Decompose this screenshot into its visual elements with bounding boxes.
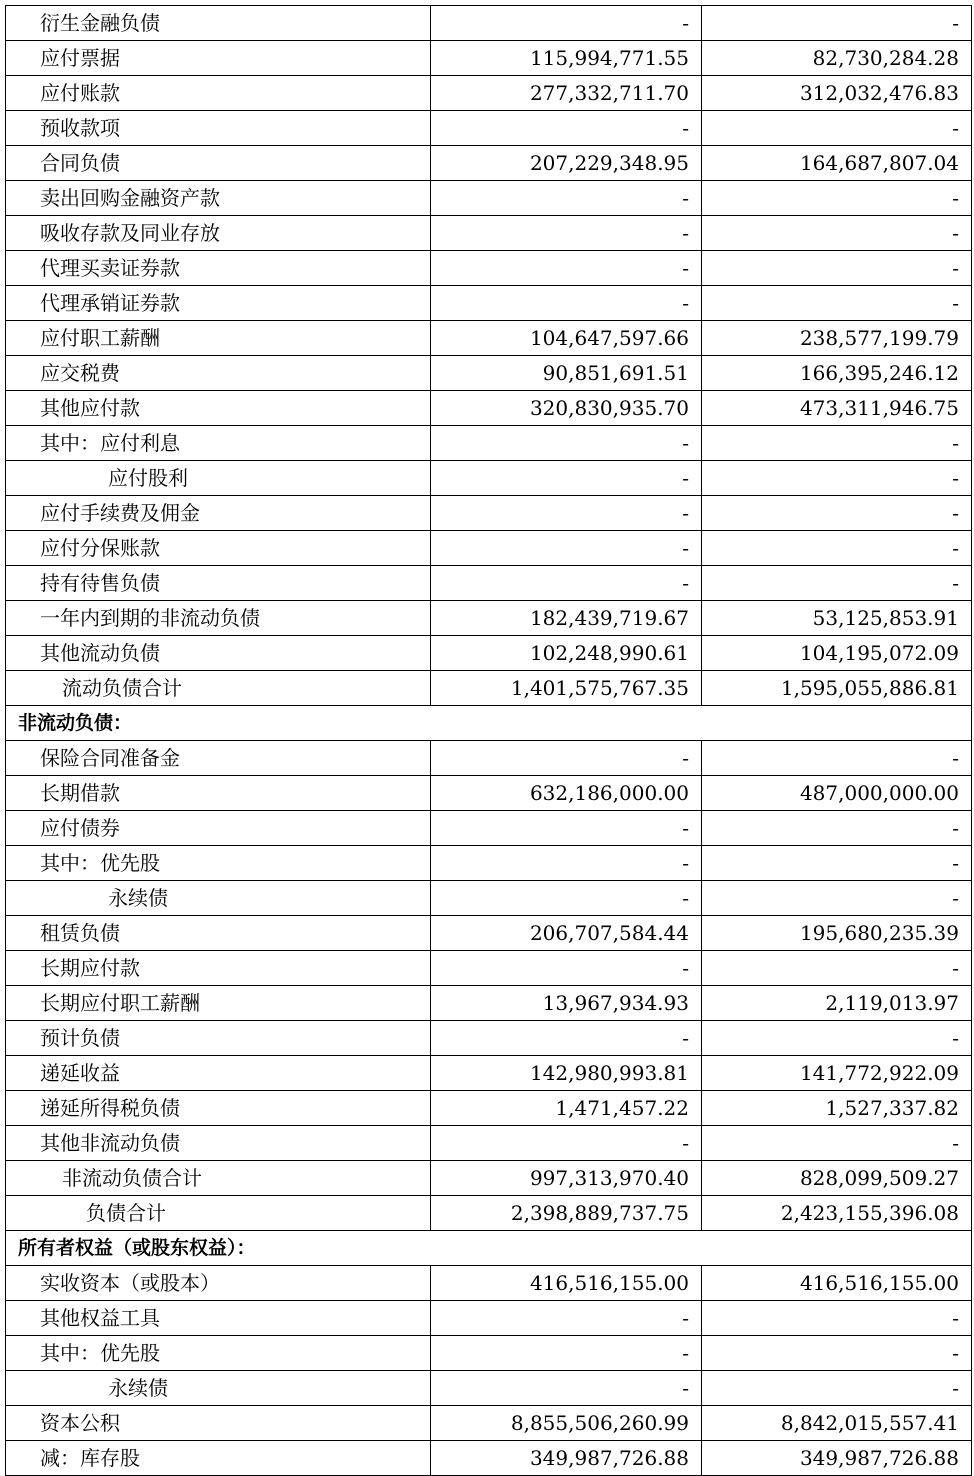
section-header-row (6, 1231, 972, 1266)
prior-period-value: - (702, 1021, 972, 1055)
table-row (6, 6, 972, 41)
prior-period-value: 238,577,199.79 (702, 321, 972, 355)
current-period-value: - (431, 566, 702, 600)
row-label: 应交税费 (6, 356, 431, 390)
section-header-row (6, 706, 972, 741)
table-row (6, 1161, 972, 1196)
table-row (6, 636, 972, 671)
row-label: 卖出回购金融资产款 (6, 181, 431, 215)
table-row (6, 146, 972, 181)
row-label: 应付手续费及佣金 (6, 496, 431, 530)
balance-sheet-table (5, 5, 972, 1476)
row-label: 应付债券 (6, 811, 431, 845)
row-label: 其他流动负债 (6, 636, 431, 670)
row-label: 其他非流动负债 (6, 1126, 431, 1160)
prior-period-value: - (702, 1126, 972, 1160)
table-row (6, 1301, 972, 1336)
row-label: 预收款项 (6, 111, 431, 145)
table-row (6, 426, 972, 461)
table-row (6, 111, 972, 146)
table-row (6, 671, 972, 706)
row-label: 合同负债 (6, 146, 431, 180)
table-row (6, 1266, 972, 1301)
table-row (6, 76, 972, 111)
table-row (6, 41, 972, 76)
prior-period-value: 82,730,284.28 (702, 41, 972, 75)
current-period-value: 349,987,726.88 (431, 1441, 702, 1475)
prior-period-value: - (702, 951, 972, 985)
prior-period-value: 312,032,476.83 (702, 76, 972, 110)
current-period-value: - (431, 741, 702, 775)
table-row (6, 1056, 972, 1091)
table-row (6, 1336, 972, 1371)
prior-period-value: - (702, 811, 972, 845)
current-period-value: - (431, 1336, 702, 1370)
current-period-value: 182,439,719.67 (431, 601, 702, 635)
current-period-value: 997,313,970.40 (431, 1161, 702, 1195)
prior-period-value: - (702, 6, 972, 40)
row-label: 永续债 (6, 881, 431, 915)
table-row (6, 496, 972, 531)
row-label: 长期应付职工薪酬 (6, 986, 431, 1020)
row-label: 其他应付款 (6, 391, 431, 425)
row-label: 递延所得税负债 (6, 1091, 431, 1125)
prior-period-value: - (702, 1371, 972, 1405)
current-period-value: - (431, 1301, 702, 1335)
current-period-value: 1,401,575,767.35 (431, 671, 702, 705)
row-label: 持有待售负债 (6, 566, 431, 600)
row-label: 应付票据 (6, 41, 431, 75)
current-period-value: 1,471,457.22 (431, 1091, 702, 1125)
prior-period-value: - (702, 251, 972, 285)
prior-period-value: - (702, 461, 972, 495)
current-period-value: 13,967,934.93 (431, 986, 702, 1020)
row-label: 资本公积 (6, 1406, 431, 1440)
current-period-value: - (431, 846, 702, 880)
current-period-value: 2,398,889,737.75 (431, 1196, 702, 1230)
current-period-value: - (431, 1126, 702, 1160)
table-row (6, 1126, 972, 1161)
table-row (6, 1091, 972, 1126)
row-label: 其中：优先股 (6, 1336, 431, 1370)
table-row (6, 741, 972, 776)
prior-period-value: 1,595,055,886.81 (702, 671, 972, 705)
row-label: 流动负债合计 (6, 671, 431, 705)
prior-period-value: 8,842,015,557.41 (702, 1406, 972, 1440)
row-label: 保险合同准备金 (6, 741, 431, 775)
table-row (6, 566, 972, 601)
current-period-value: 320,830,935.70 (431, 391, 702, 425)
prior-period-value: - (702, 566, 972, 600)
row-label: 应付职工薪酬 (6, 321, 431, 355)
current-period-value: 142,980,993.81 (431, 1056, 702, 1090)
row-label: 代理承销证券款 (6, 286, 431, 320)
prior-period-value: - (702, 1301, 972, 1335)
prior-period-value: 473,311,946.75 (702, 391, 972, 425)
prior-period-value: 104,195,072.09 (702, 636, 972, 670)
current-period-value: - (431, 216, 702, 250)
prior-period-value: 349,987,726.88 (702, 1441, 972, 1475)
table-row (6, 321, 972, 356)
prior-period-value: - (702, 216, 972, 250)
current-period-value: - (431, 1021, 702, 1055)
current-period-value: - (431, 461, 702, 495)
prior-period-value: 164,687,807.04 (702, 146, 972, 180)
prior-period-value: 2,423,155,396.08 (702, 1196, 972, 1230)
row-label: 一年内到期的非流动负债 (6, 601, 431, 635)
table-row (6, 601, 972, 636)
table-row (6, 951, 972, 986)
current-period-value: 632,186,000.00 (431, 776, 702, 810)
prior-period-value: 1,527,337.82 (702, 1091, 972, 1125)
prior-period-value: - (702, 1336, 972, 1370)
table-row (6, 1196, 972, 1231)
row-label: 其中：优先股 (6, 846, 431, 880)
current-period-value: - (431, 181, 702, 215)
table-row (6, 881, 972, 916)
table-row (6, 391, 972, 426)
prior-period-value: 195,680,235.39 (702, 916, 972, 950)
prior-period-value: 141,772,922.09 (702, 1056, 972, 1090)
current-period-value: 416,516,155.00 (431, 1266, 702, 1300)
prior-period-value: 828,099,509.27 (702, 1161, 972, 1195)
row-label: 递延收益 (6, 1056, 431, 1090)
row-label: 应付账款 (6, 76, 431, 110)
section-title: 非流动负债： (6, 706, 972, 740)
current-period-value: - (431, 286, 702, 320)
table-row (6, 1441, 972, 1476)
table-row (6, 286, 972, 321)
current-period-value: - (431, 251, 702, 285)
prior-period-value: 487,000,000.00 (702, 776, 972, 810)
row-label: 代理买卖证券款 (6, 251, 431, 285)
prior-period-value: - (702, 426, 972, 460)
prior-period-value: - (702, 111, 972, 145)
current-period-value: 277,332,711.70 (431, 76, 702, 110)
current-period-value: 206,707,584.44 (431, 916, 702, 950)
table-row (6, 846, 972, 881)
row-label: 吸收存款及同业存放 (6, 216, 431, 250)
table-row (6, 251, 972, 286)
row-label: 应付股利 (6, 461, 431, 495)
prior-period-value: - (702, 531, 972, 565)
row-label: 衍生金融负债 (6, 6, 431, 40)
prior-period-value: - (702, 846, 972, 880)
current-period-value: - (431, 111, 702, 145)
row-label: 租赁负债 (6, 916, 431, 950)
row-label: 长期借款 (6, 776, 431, 810)
prior-period-value: - (702, 286, 972, 320)
current-period-value: 104,647,597.66 (431, 321, 702, 355)
table-row (6, 181, 972, 216)
table-row (6, 461, 972, 496)
row-label: 非流动负债合计 (6, 1161, 431, 1195)
current-period-value: - (431, 951, 702, 985)
prior-period-value: - (702, 881, 972, 915)
table-row (6, 776, 972, 811)
current-period-value: 115,994,771.55 (431, 41, 702, 75)
current-period-value: 8,855,506,260.99 (431, 1406, 702, 1440)
table-row (6, 356, 972, 391)
current-period-value: - (431, 881, 702, 915)
table-row (6, 986, 972, 1021)
current-period-value: - (431, 426, 702, 460)
table-row (6, 531, 972, 566)
row-label: 长期应付款 (6, 951, 431, 985)
prior-period-value: - (702, 741, 972, 775)
current-period-value: - (431, 811, 702, 845)
current-period-value: - (431, 531, 702, 565)
prior-period-value: - (702, 496, 972, 530)
current-period-value: - (431, 1371, 702, 1405)
current-period-value: 90,851,691.51 (431, 356, 702, 390)
row-label: 其他权益工具 (6, 1301, 431, 1335)
current-period-value: 102,248,990.61 (431, 636, 702, 670)
current-period-value: - (431, 6, 702, 40)
prior-period-value: 166,395,246.12 (702, 356, 972, 390)
prior-period-value: 53,125,853.91 (702, 601, 972, 635)
table-row (6, 1406, 972, 1441)
row-label: 负债合计 (6, 1196, 431, 1230)
table-row (6, 1021, 972, 1056)
section-title: 所有者权益（或股东权益）： (6, 1231, 972, 1265)
row-label: 应付分保账款 (6, 531, 431, 565)
prior-period-value: 416,516,155.00 (702, 1266, 972, 1300)
row-label: 预计负债 (6, 1021, 431, 1055)
prior-period-value: 2,119,013.97 (702, 986, 972, 1020)
row-label: 减：库存股 (6, 1441, 431, 1475)
prior-period-value: - (702, 181, 972, 215)
table-row (6, 916, 972, 951)
row-label: 其中：应付利息 (6, 426, 431, 460)
current-period-value: 207,229,348.95 (431, 146, 702, 180)
table-row (6, 216, 972, 251)
current-period-value: - (431, 496, 702, 530)
row-label: 永续债 (6, 1371, 431, 1405)
table-row (6, 1371, 972, 1406)
row-label: 实收资本（或股本） (6, 1266, 431, 1300)
table-row (6, 811, 972, 846)
